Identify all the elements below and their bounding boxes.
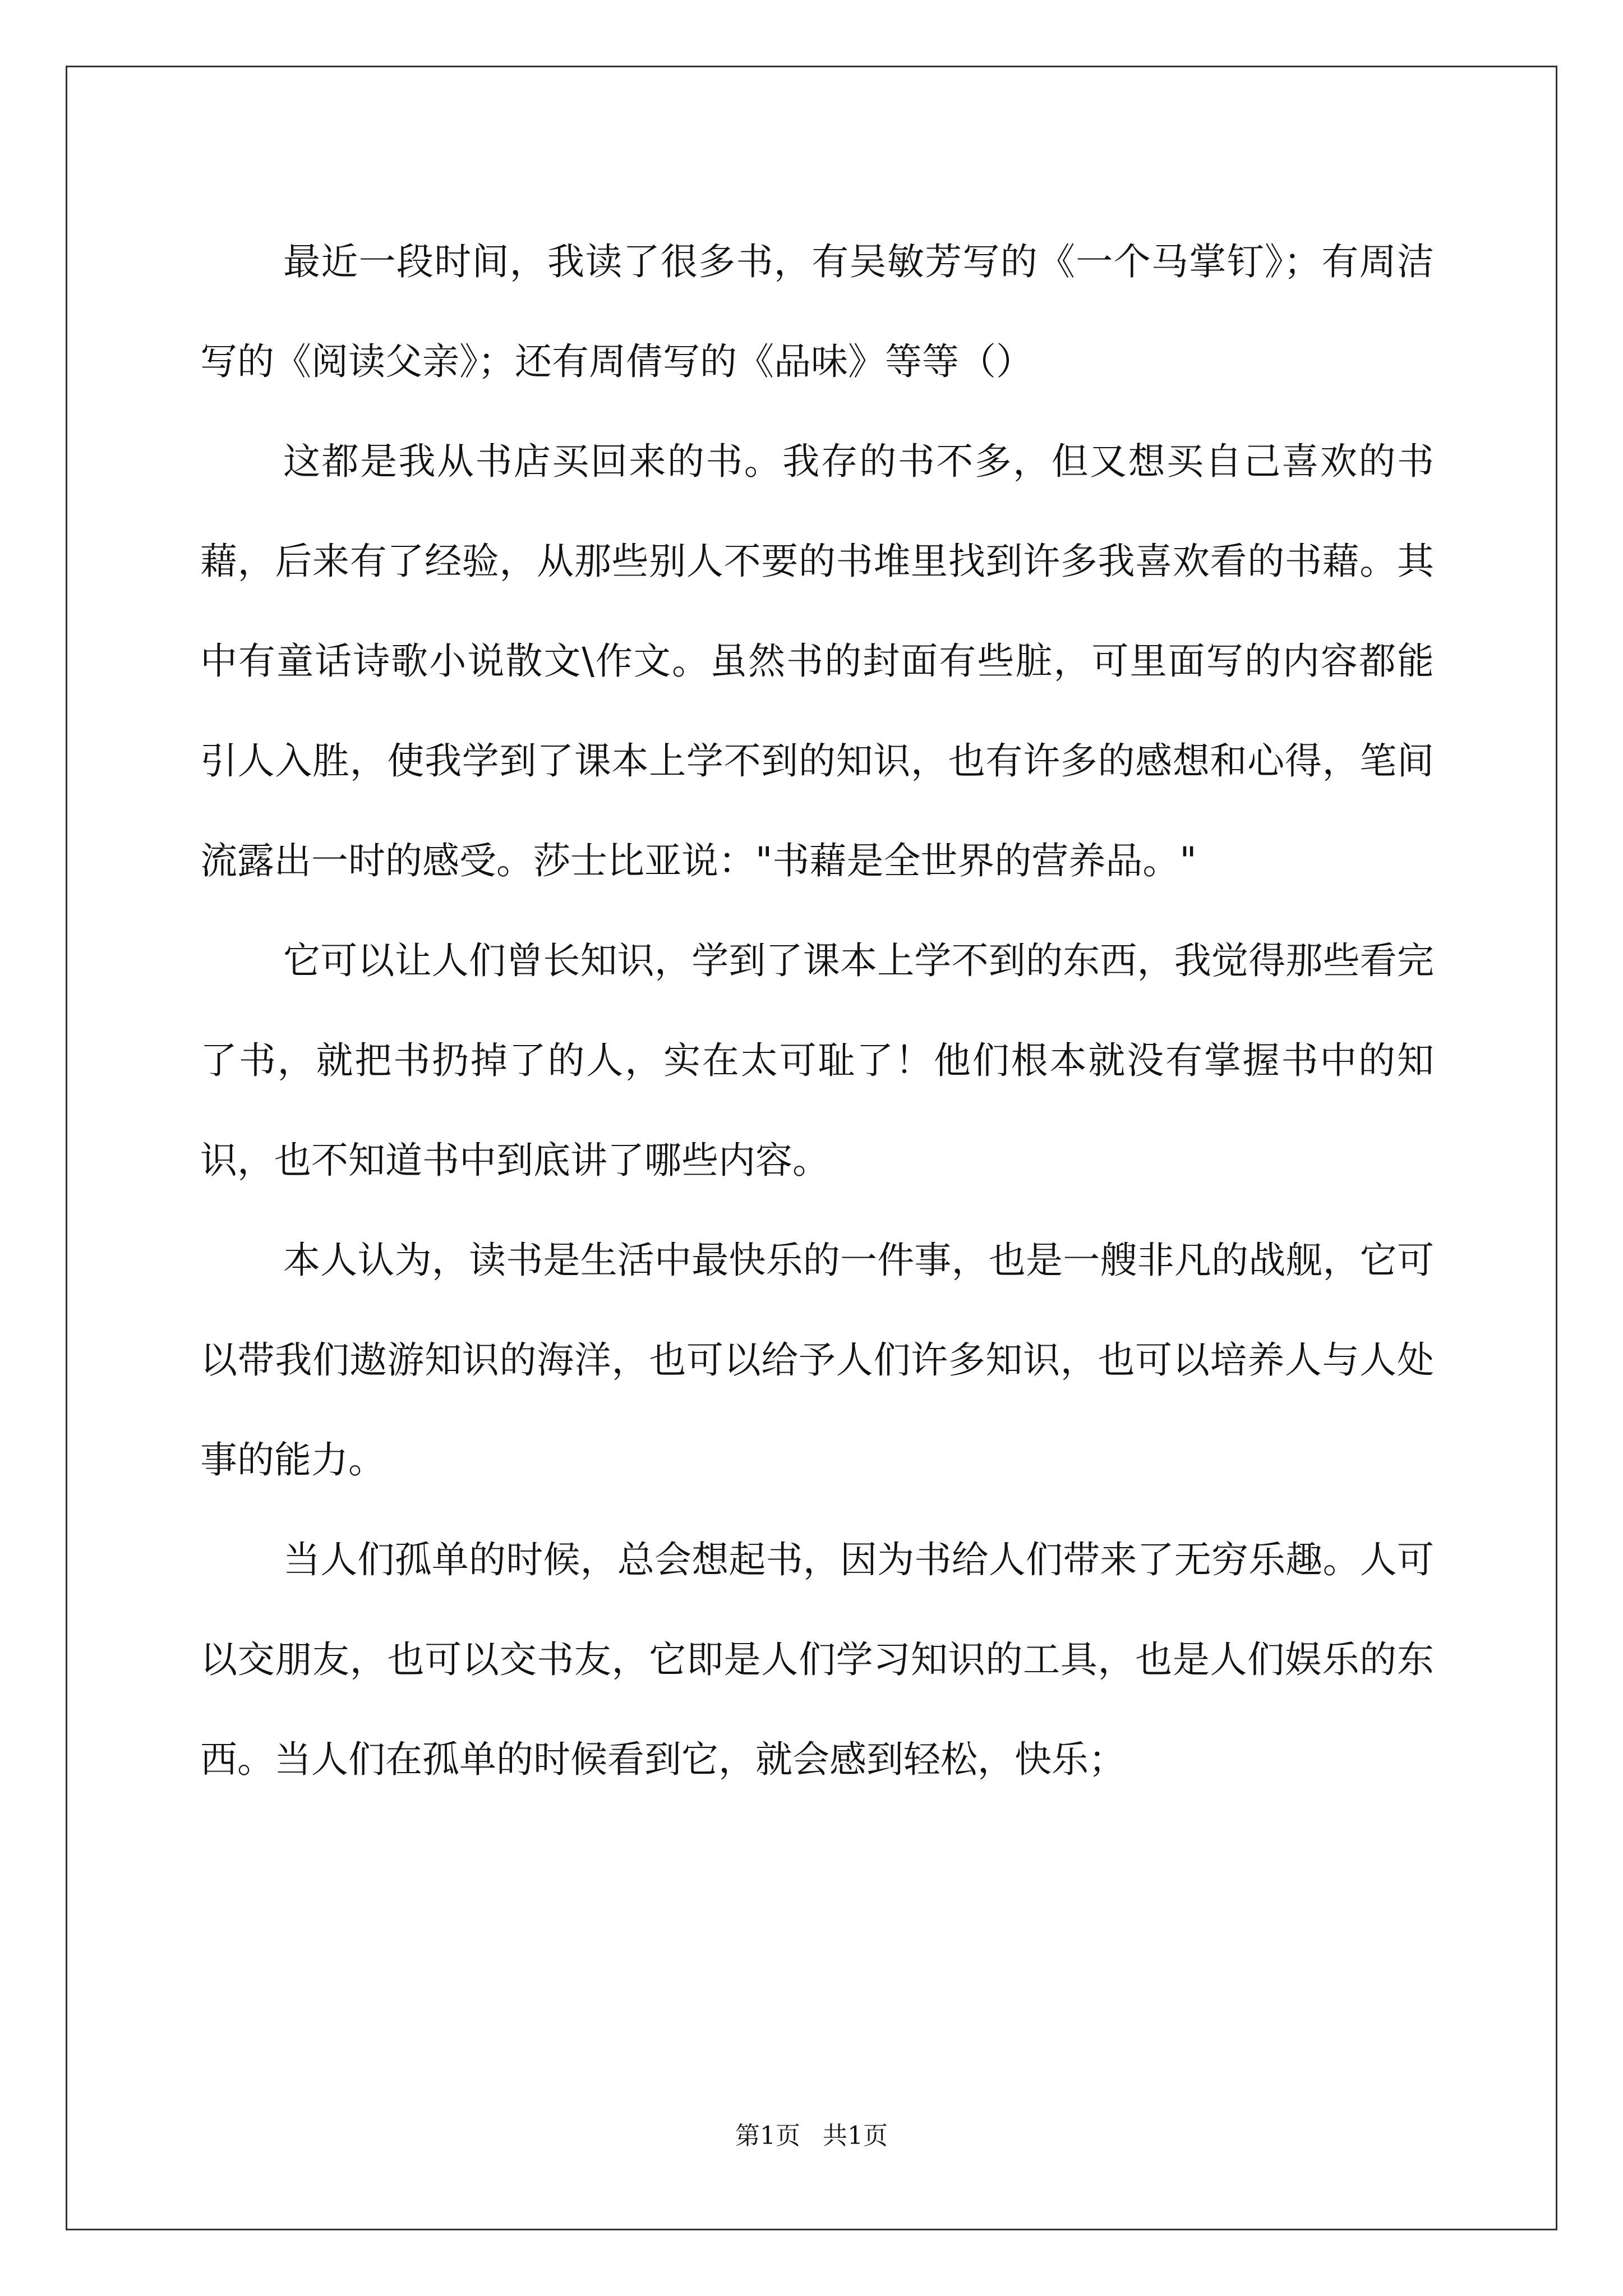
document-body [200, 212, 1434, 1810]
paragraph-3: 它可以让人们曾长知识，学到了课本上学不到的东西，我觉得那些看完了书，就把书扔掉了的人，实在太可耻了！他们根本就没有掌握书中的知识，也不知道书中到底讲了哪些内容。 [200, 939, 1434, 1182]
paragraph-1: 最近一段时间，我读了很多书，有吴敏芳写的《一个马掌钉》；有周洁写的《阅读父亲》；还有周倩写的《品味》等等（） [200, 240, 1434, 383]
paragraph-5: 当人们孤单的时候，总会想起书，因为书给人们带来了无穷乐趣。人可以交朋友，也可以交书友，它即是人们学习知识的工具，也是人们娱乐的东西。当人们在孤单的时候看到它，就会感到轻松，快乐； [200, 1538, 1434, 1781]
page-number-total: 共1页 [823, 2122, 888, 2150]
paragraph-2: 这都是我从书店买回来的书。我存的书不多，但又想买自己喜欢的书藉，后来有了经验，从那些别人不要的书堆里找到许多我喜欢看的书藉。其中有童话诗歌小说散文\作文。虽然书的封面有些脏，可里面写的内容都能引人入胜，使我学到了课本上学不到的知识，也有许多的感想和心得，笔间流露出一时的感受。莎士比亚说："书藉是全世界的营养品。" [200, 440, 1434, 882]
page-number-current: 第1页 [735, 2122, 800, 2150]
paragraph-4: 本人认为，读书是生活中最快乐的一件事，也是一艘非凡的战舰，它可以带我们遨游知识的海洋，也可以给予人们许多知识，也可以培养人与人处事的能力。 [200, 1239, 1434, 1481]
page-footer [0, 2119, 1623, 2153]
